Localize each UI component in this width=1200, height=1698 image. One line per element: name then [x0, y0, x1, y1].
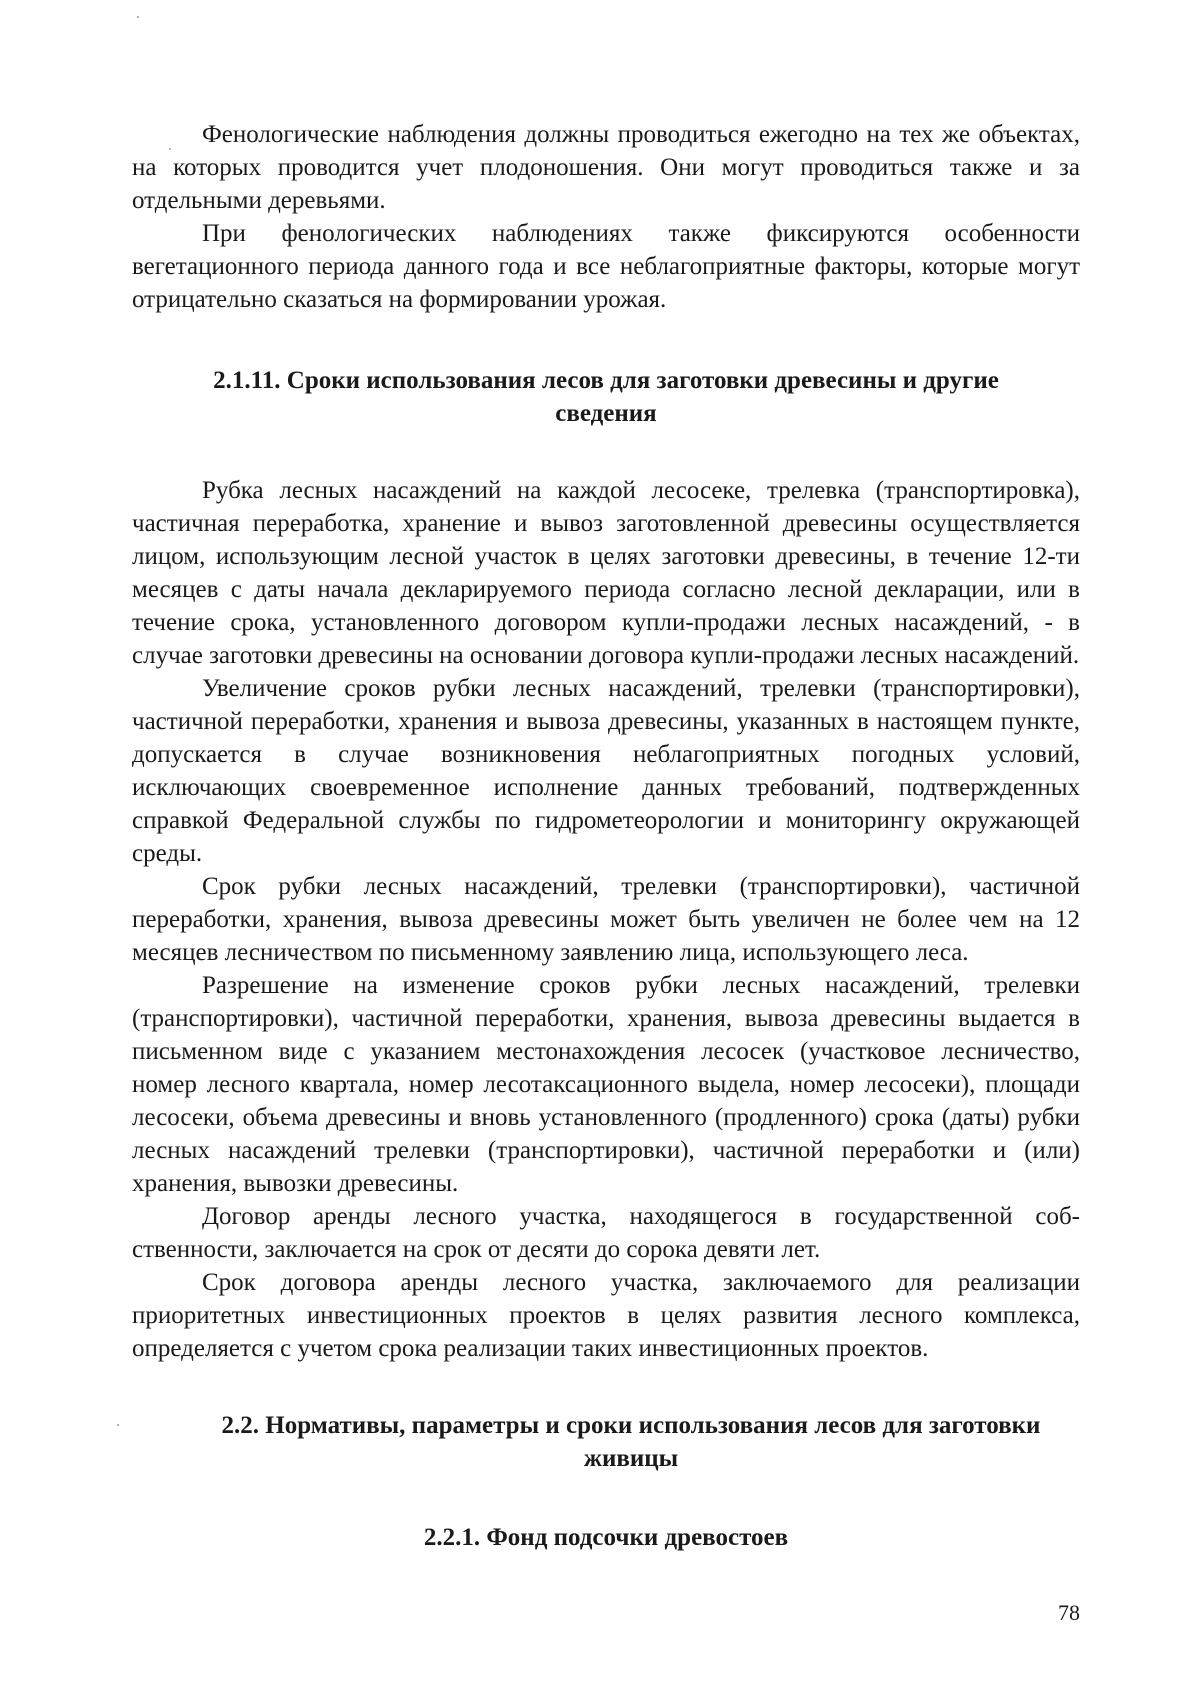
- paragraph-lease-term: Договор аренды лесного участка, находящегося в государственной собственности, заключается на срок от десяти до сорока девяти лет.: [132, 1203, 1080, 1263]
- paragraph-extension-limit: Срок рубки лесных насаждений, трелевки (транспортировки), частичной переработки, хранения, вывоза древесины может быть увеличен не более чем на 12 месяцев лесничеством по письменному заявлению лица, использующего леса.: [132, 873, 1080, 966]
- paragraph-phenology-objects: Фенологические наблюдения должны проводиться ежегодно на тех же объектах, на которых проводится учет плодоношения. Они могут проводиться также и за отдельными деревьями.: [132, 121, 1080, 214]
- document-page: [132, 118, 1080, 1554]
- page-number: 78: [1058, 1600, 1080, 1625]
- scan-speck: [169, 148, 171, 150]
- scan-speck: [137, 16, 139, 18]
- heading-2-2: 2.2. Нормативы, параметры и сроки использования лесов для заготовки живицы: [221, 1412, 1041, 1472]
- paragraph-extension-permit: Разрешение на изменение сроков рубки лесных насаждений, трелевки (транспортировки), частичной переработки, хранения, вывоза древесины выдается в письменном виде с указанием местонахождения лесосек (участковое лесничество, номер лесного квартала, номер лесотаксационного выдела, номер лесосеки), площади лесосеки, объема древесины и вновь установленного (продленного) срока (даты) рубки лесных насаждений трелевки (транспортировки), частичной переработки и (или) хранения, вывозки древесины.: [132, 972, 1080, 1197]
- paragraph-logging-period: Рубка лесных насаждений на каждой лесосеке, трелевка (транспортировка), частичная переработка, хранение и вывоз заготовленной древесины осуществляется лицом, использующим лесной участок в целях заготовки древесины, в течение 12-ти месяцев с даты начала декларируемого периода согласно лесной декларации, или в течение срока, установленного договором купли-продажи лесных насаждений, - в случае заготовки древесины на основании договора купли-продажи лесных насаждений.: [132, 477, 1080, 669]
- heading-2-1-11: 2.1.11. Сроки использования лесов для заготовки древесины и другие сведения: [213, 367, 999, 427]
- scan-speck: [117, 1424, 119, 1426]
- heading-2-2-1: 2.2.1. Фонд подсочки древостоев: [423, 1524, 789, 1551]
- paragraph-period-extension: Увеличение сроков рубки лесных насаждений, трелевки (транспортировки), частичной переработки, хранения и вывоза древесины, указанных в настоящем пункте, допускается в случае возникновения неблагоприятных погодных условий, исключающих своевременное исполнение данных требований, подтвержденных справкой Федеральной службы по гидрометеорологии и мониторингу окружающей среды.: [132, 675, 1080, 867]
- paragraph-phenology-factors: При фенологических наблюдениях также фиксируются особенности вегетационного периода данного года и все неблагоприятные факторы, которые могут отрицательно сказаться на формировании урожая.: [132, 220, 1080, 313]
- paragraph-investment-lease: Срок договора аренды лесного участка, заключаемого для реализации приоритетных инвестиционных проектов в целях развития лесного комплекса, определяется с учетом срока реализации таких инвестиционных проектов.: [132, 1269, 1080, 1362]
